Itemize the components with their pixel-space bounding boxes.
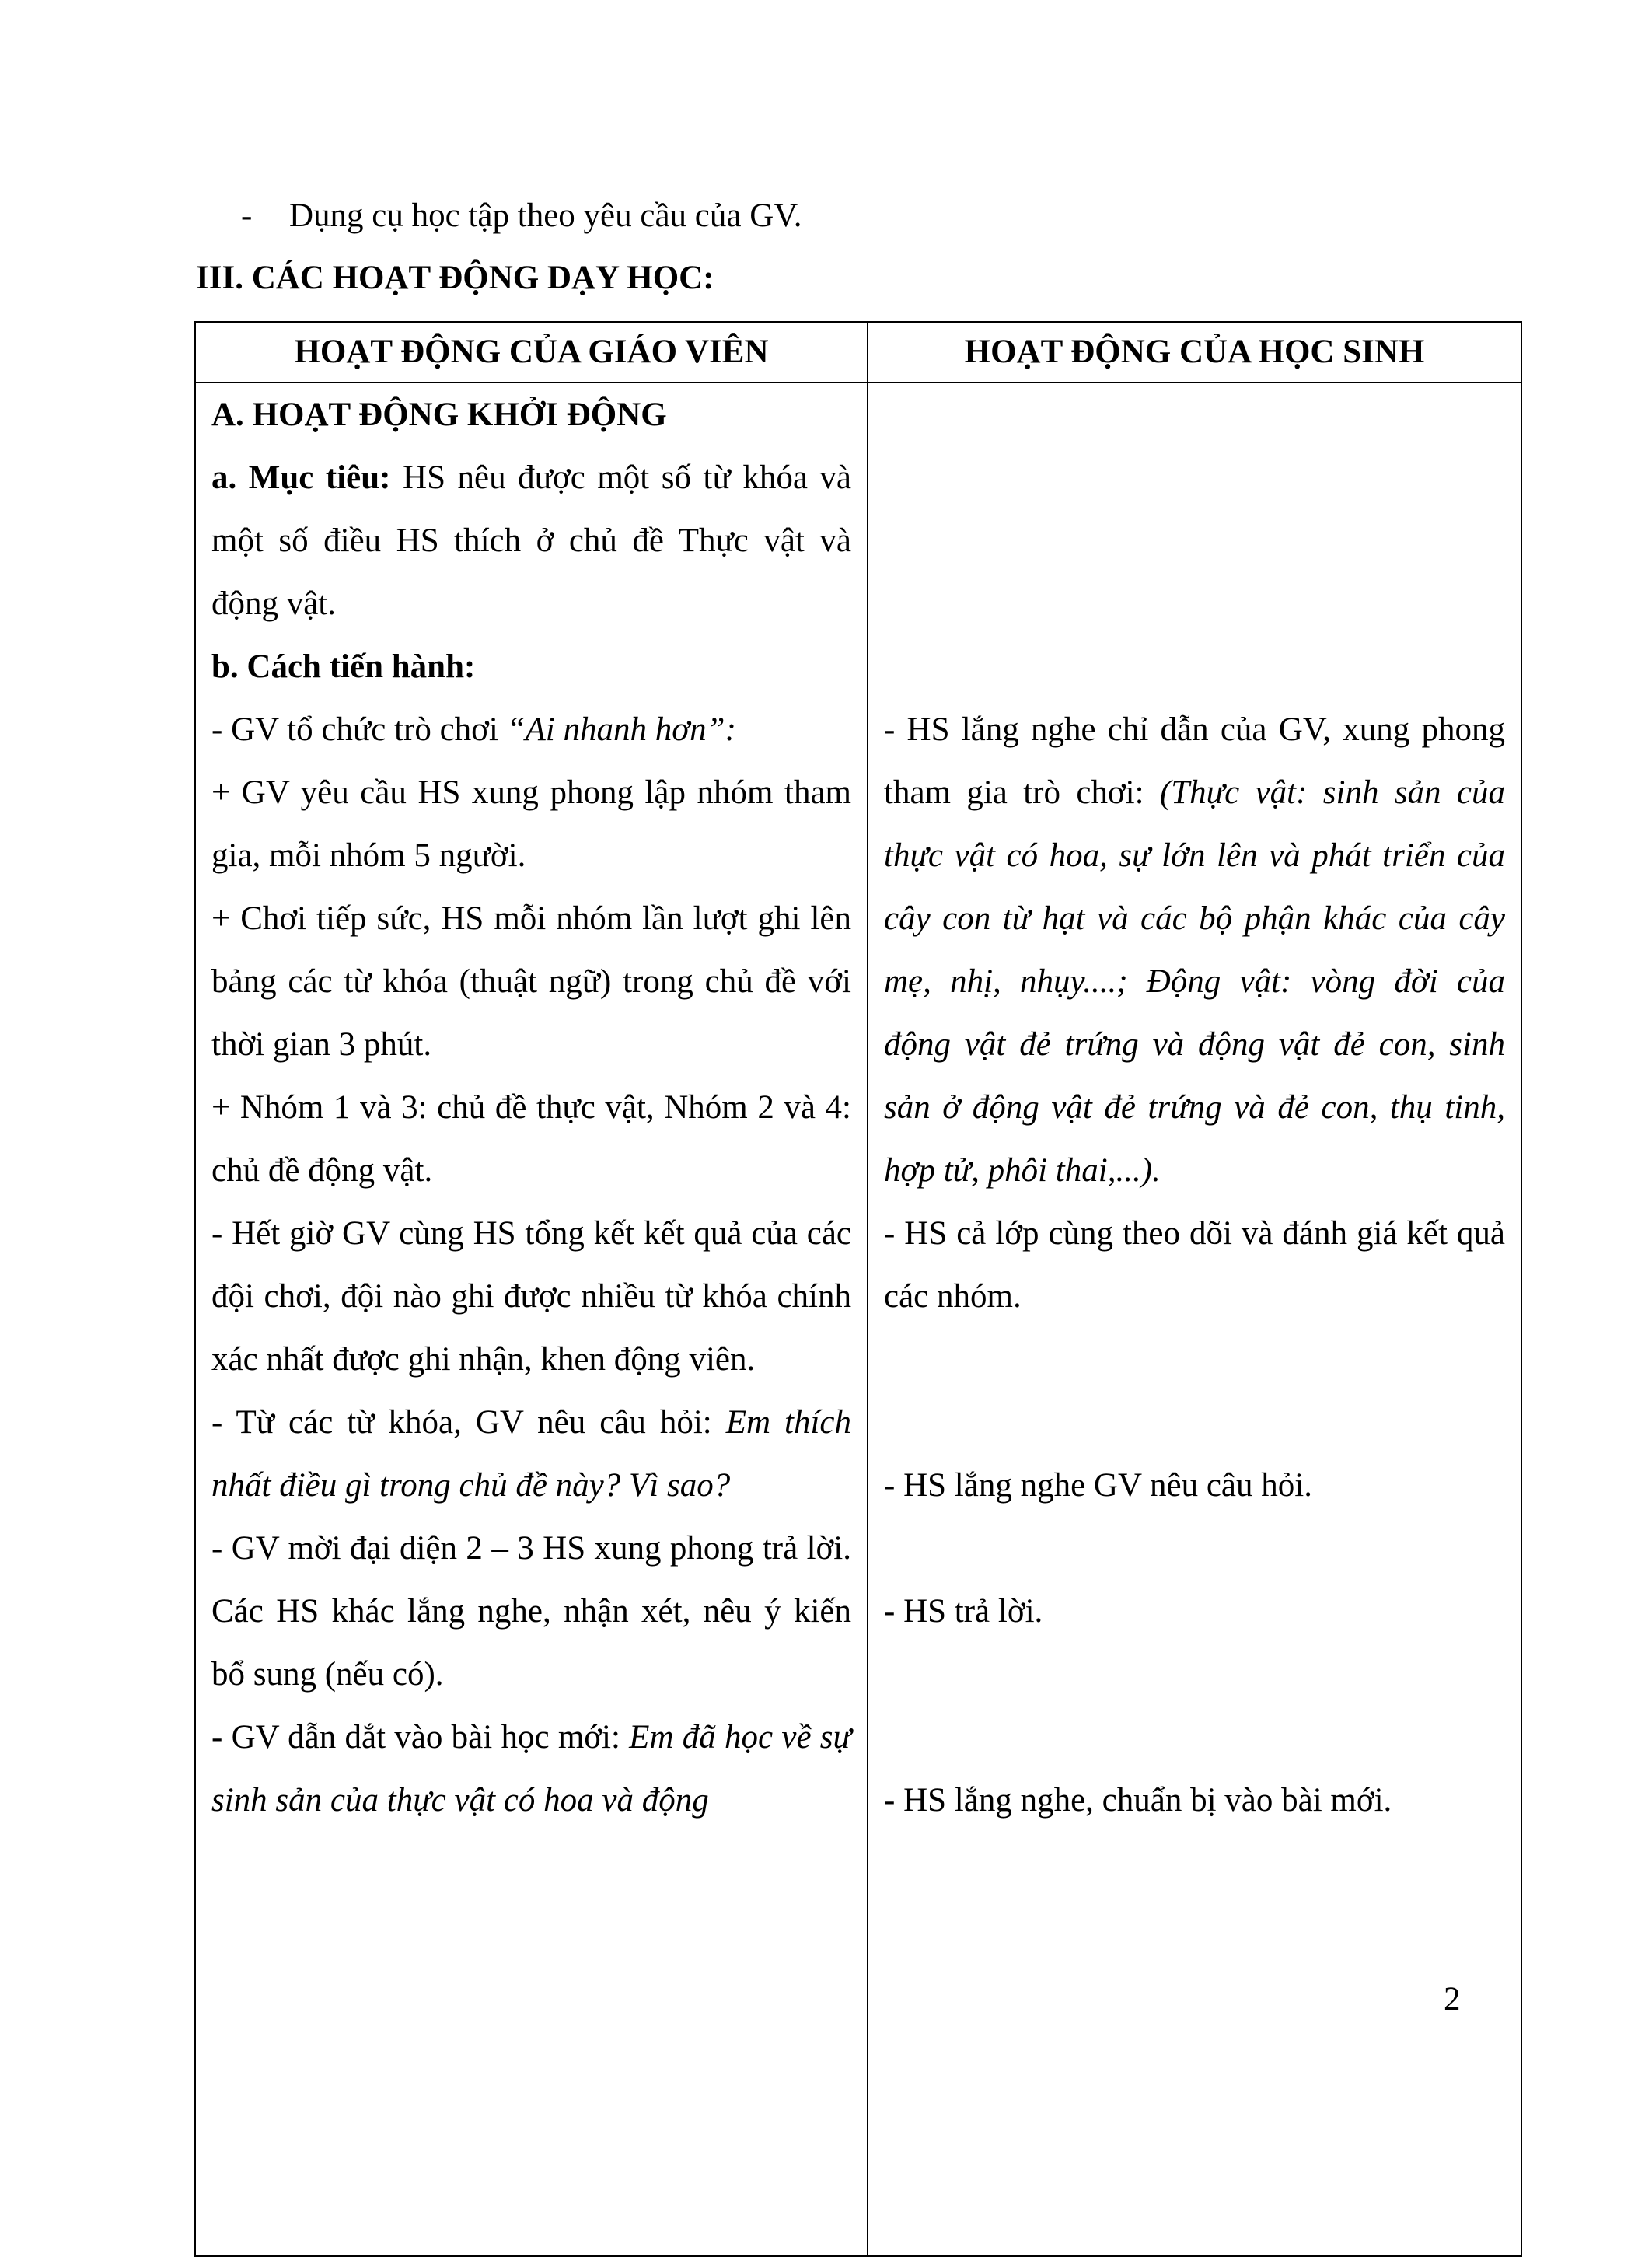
spacer	[884, 1643, 1505, 1769]
step-2: + Chơi tiếp sức, HS mỗi nhóm lần lượt ghi lên bảng các từ khóa (thuật ngữ) trong chủ đề với thời gian 3 phút.	[211, 900, 851, 1063]
activity-heading: A. HOẠT ĐỘNG KHỞI ĐỘNG	[211, 397, 667, 433]
game-prefix: - GV tổ chức trò chơi	[211, 711, 507, 748]
bullet-dash: -	[241, 197, 253, 234]
objective-text: HS nêu được một số từ khóa và một số điều HS thích ở chủ đề Thực vật và động vật.	[211, 459, 852, 622]
student-response-4: - HS trả lời.	[884, 1593, 1043, 1630]
teacher-activity-cell	[195, 383, 868, 2256]
method-label: b. Cách tiến hành:	[211, 648, 476, 685]
question-prefix: - Từ các từ khóa, GV nêu câu hỏi:	[211, 1404, 726, 1441]
student-response-2: - HS cả lớp cùng theo dõi và đánh giá kết quả các nhóm.	[884, 1215, 1505, 1315]
step-4: - Hết giờ GV cùng HS tổng kết kết quả của các đội chơi, đội nào ghi được nhiều từ khóa chính xác nhất được ghi nhận, khen động viên.	[211, 1215, 851, 1378]
activities-table	[194, 321, 1522, 2257]
spacer	[884, 383, 1505, 698]
section-title: III. CÁC HOẠT ĐỘNG DẠY HỌC:	[196, 260, 714, 296]
objective-label: a. Mục tiêu:	[211, 459, 391, 496]
student-response-1	[884, 698, 1505, 1202]
lead-prefix: - GV dẫn dắt vào bài học mới:	[211, 1719, 630, 1756]
table-row	[195, 383, 1521, 2256]
page-number: 2	[1444, 1981, 1461, 2018]
game-name: “Ai nhanh hơn”:	[506, 711, 736, 748]
student-response-5: - HS lắng nghe, chuẩn bị vào bài mới.	[884, 1782, 1392, 1819]
spacer	[884, 1328, 1505, 1454]
student-column-header: HOẠT ĐỘNG CỦA HỌC SINH	[868, 322, 1521, 383]
spacer	[884, 1517, 1505, 1580]
objective-paragraph	[211, 446, 851, 635]
teacher-column-header: HOẠT ĐỘNG CỦA GIÁO VIÊN	[195, 322, 868, 383]
table-header-row	[195, 322, 1521, 383]
question-paragraph	[211, 1391, 851, 1517]
step-3: + Nhóm 1 và 3: chủ đề thực vật, Nhóm 2 và 4: chủ đề động vật.	[211, 1089, 851, 1189]
step-1: + GV yêu cầu HS xung phong lập nhóm tham gia, mỗi nhóm 5 người.	[211, 774, 851, 874]
lead-paragraph	[211, 1706, 851, 1832]
materials-text: Dụng cụ học tập theo yêu cầu của GV.	[289, 197, 802, 234]
student-activity-cell	[868, 383, 1521, 2256]
invite-paragraph: - GV mời đại diện 2 – 3 HS xung phong trả lời. Các HS khác lắng nghe, nhận xét, nêu ý kiến bổ sung (nếu có).	[211, 1530, 851, 1693]
materials-bullet	[241, 193, 802, 239]
lead-text: Em đã học về sự sinh sản của thực vật có hoa và động	[211, 1719, 851, 1819]
student-response-3: - HS lắng nghe GV nêu câu hỏi.	[884, 1467, 1312, 1504]
response-1-prefix: - HS lắng nghe chỉ dẫn của GV, xung phong tham gia trò chơi:	[884, 711, 1505, 811]
question-text: Em thích nhất điều gì trong chủ đề này? Vì sao?	[211, 1404, 851, 1504]
response-1-italic: (Thực vật: sinh sản của thực vật có hoa, sự lớn lên và phát triển của cây con từ hạt và các bộ phận khác của cây mẹ, nhị, nhụy....; Động vật: vòng đời của động vật đẻ trứng và động vật đẻ con, sinh sản ở động vật đẻ trứng và đẻ con, thụ tinh, hợp tử, phôi thai,...).	[884, 774, 1505, 1189]
game-paragraph	[211, 698, 851, 761]
